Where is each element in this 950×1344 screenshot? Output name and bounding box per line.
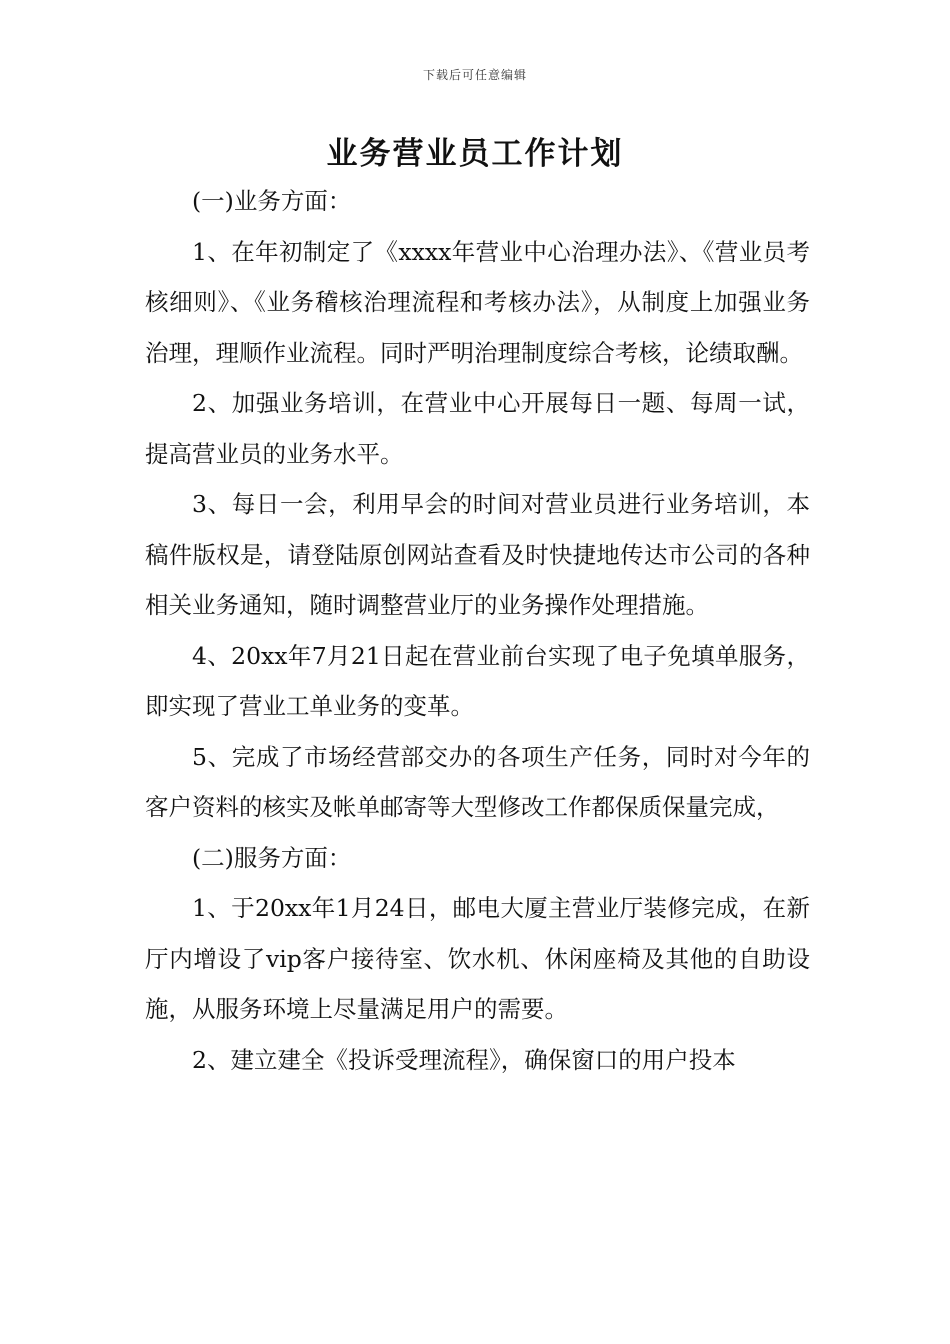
header-note: 下载后可任意编辑	[422, 68, 527, 82]
paragraph: 1、在年初制定了《xxxx年营业中心治理办法》、《营业员考核细则》、《业务稽核治理流程和考核办法》，从制度上加强业务治理，理顺作业流程。同时严明治理制度综合考核，论绩取酬。	[145, 237, 810, 367]
section-heading-service: (二)服务方面：	[192, 843, 352, 872]
paragraph: 3、每日一会，利用早会的时间对营业员进行业务培训，本稿件版权是，请登陆原创网站查看及时快捷地传达市公司的各种相关业务通知，随时调整营业厅的业务操作处理措施。	[145, 490, 810, 619]
document-body	[145, 176, 810, 1085]
paragraph: 2、建立建全《投诉受理流程》，确保窗口的用户投本	[192, 1045, 736, 1074]
section-heading-business: (一)业务方面：	[192, 187, 352, 215]
paragraph: 4、20xx年7月21日起在营业前台实现了电子免填单服务，即实现了营业工单业务的变革。	[145, 641, 810, 720]
paragraph: 5、完成了市场经营部交办的各项生产任务，同时对今年的客户资料的核实及帐单邮寄等大型修改工作都保质保量完成，	[145, 742, 810, 821]
paragraph: 1、于20xx年1月24日，邮电大厦主营业厅装修完成，在新厅内增设了vip客户接待室、饮水机、休闲座椅及其他的自助设施，从服务环境上尽量满足用户的需要。	[145, 894, 810, 1023]
document-title: 业务营业员工作计划	[326, 136, 624, 172]
paragraph: 2、加强业务培训，在营业中心开展每日一题、每周一试，提高营业员的业务水平。	[145, 389, 810, 468]
